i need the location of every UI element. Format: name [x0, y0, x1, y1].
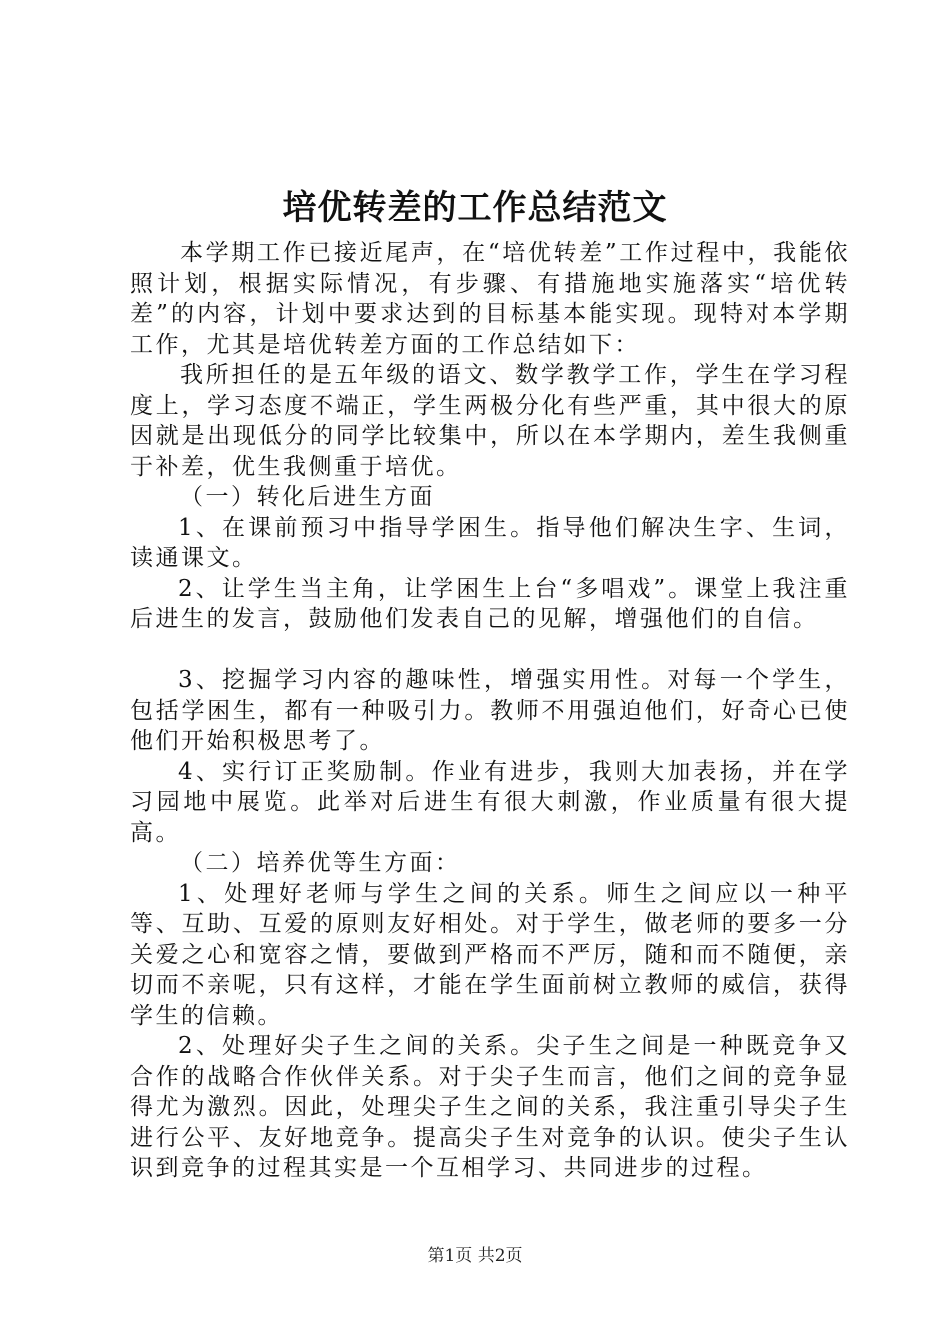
paragraph-spacer	[130, 635, 850, 666]
section2-item-2: 2、处理好尖子生之间的关系。尖子生之间是一种既竞争又合作的战略合作伙伴关系。对于尖子生而言，他们之间的竞争显得尤为激烈。因此，处理尖子生之间的关系，我注重引导尖子生进行公平、友好地竞争。提高尖子生对竞争的认识。使尖子生认识到竞争的过程其实是一个互相学习、共同进步的过程。	[130, 1033, 850, 1181]
document-body	[130, 238, 850, 1184]
paragraph-intro: 本学期工作已接近尾声，在“培优转差”工作过程中，我能依照计划，根据实际情况，有步骤、有措施地实施落实“培优转差”的内容，计划中要求达到的目标基本能实现。现特对本学期工作，尤其是培优转差方面的工作总结如下：	[130, 240, 850, 358]
paragraph-situation: 我所担任的是五年级的语文、数学教学工作，学生在学习程度上，学习态度不端正，学生两极分化有些严重，其中很大的原因就是出现低分的同学比较集中，所以在本学期内，差生我侧重于补差，优生我侧重于培优。	[130, 362, 850, 480]
section1-item-2: 2、让学生当主角，让学困生上台“多唱戏”。课堂上我注重后进生的发言，鼓励他们发表自己的见解，增强他们的自信。	[130, 575, 850, 632]
section-heading-2: （二）培养优等生方面：	[180, 850, 461, 876]
section1-item-4: 4、实行订正奖励制。作业有进步，我则大加表扬，并在学习园地中展览。此举对后进生有很大刺激，作业质量有很大提高。	[130, 758, 850, 846]
section1-item-1: 1、在课前预习中指导学困生。指导他们解决生字、生词，读通课文。	[130, 514, 850, 571]
section2-item-1: 1、处理好老师与学生之间的关系。师生之间应以一种平等、互助、互爱的原则友好相处。对于学生，做老师的要多一分关爱之心和宽容之情，要做到严格而不严厉，随和而不随便，亲切而不亲呢，只有这样，才能在学生面前树立教师的威信，获得学生的信赖。	[130, 880, 850, 1029]
page-footer: 第1页 共2页	[427, 1246, 523, 1266]
section1-item-3: 3、挖掘学习内容的趣味性，增强实用性。对每一个学生，包括学困生，都有一种吸引力。教师不用强迫他们，好奇心已使他们开始积极思考了。	[130, 667, 850, 754]
section-heading-1: （一）转化后进生方面	[180, 484, 435, 510]
document-title: 培优转差的工作总结范文	[282, 188, 668, 228]
